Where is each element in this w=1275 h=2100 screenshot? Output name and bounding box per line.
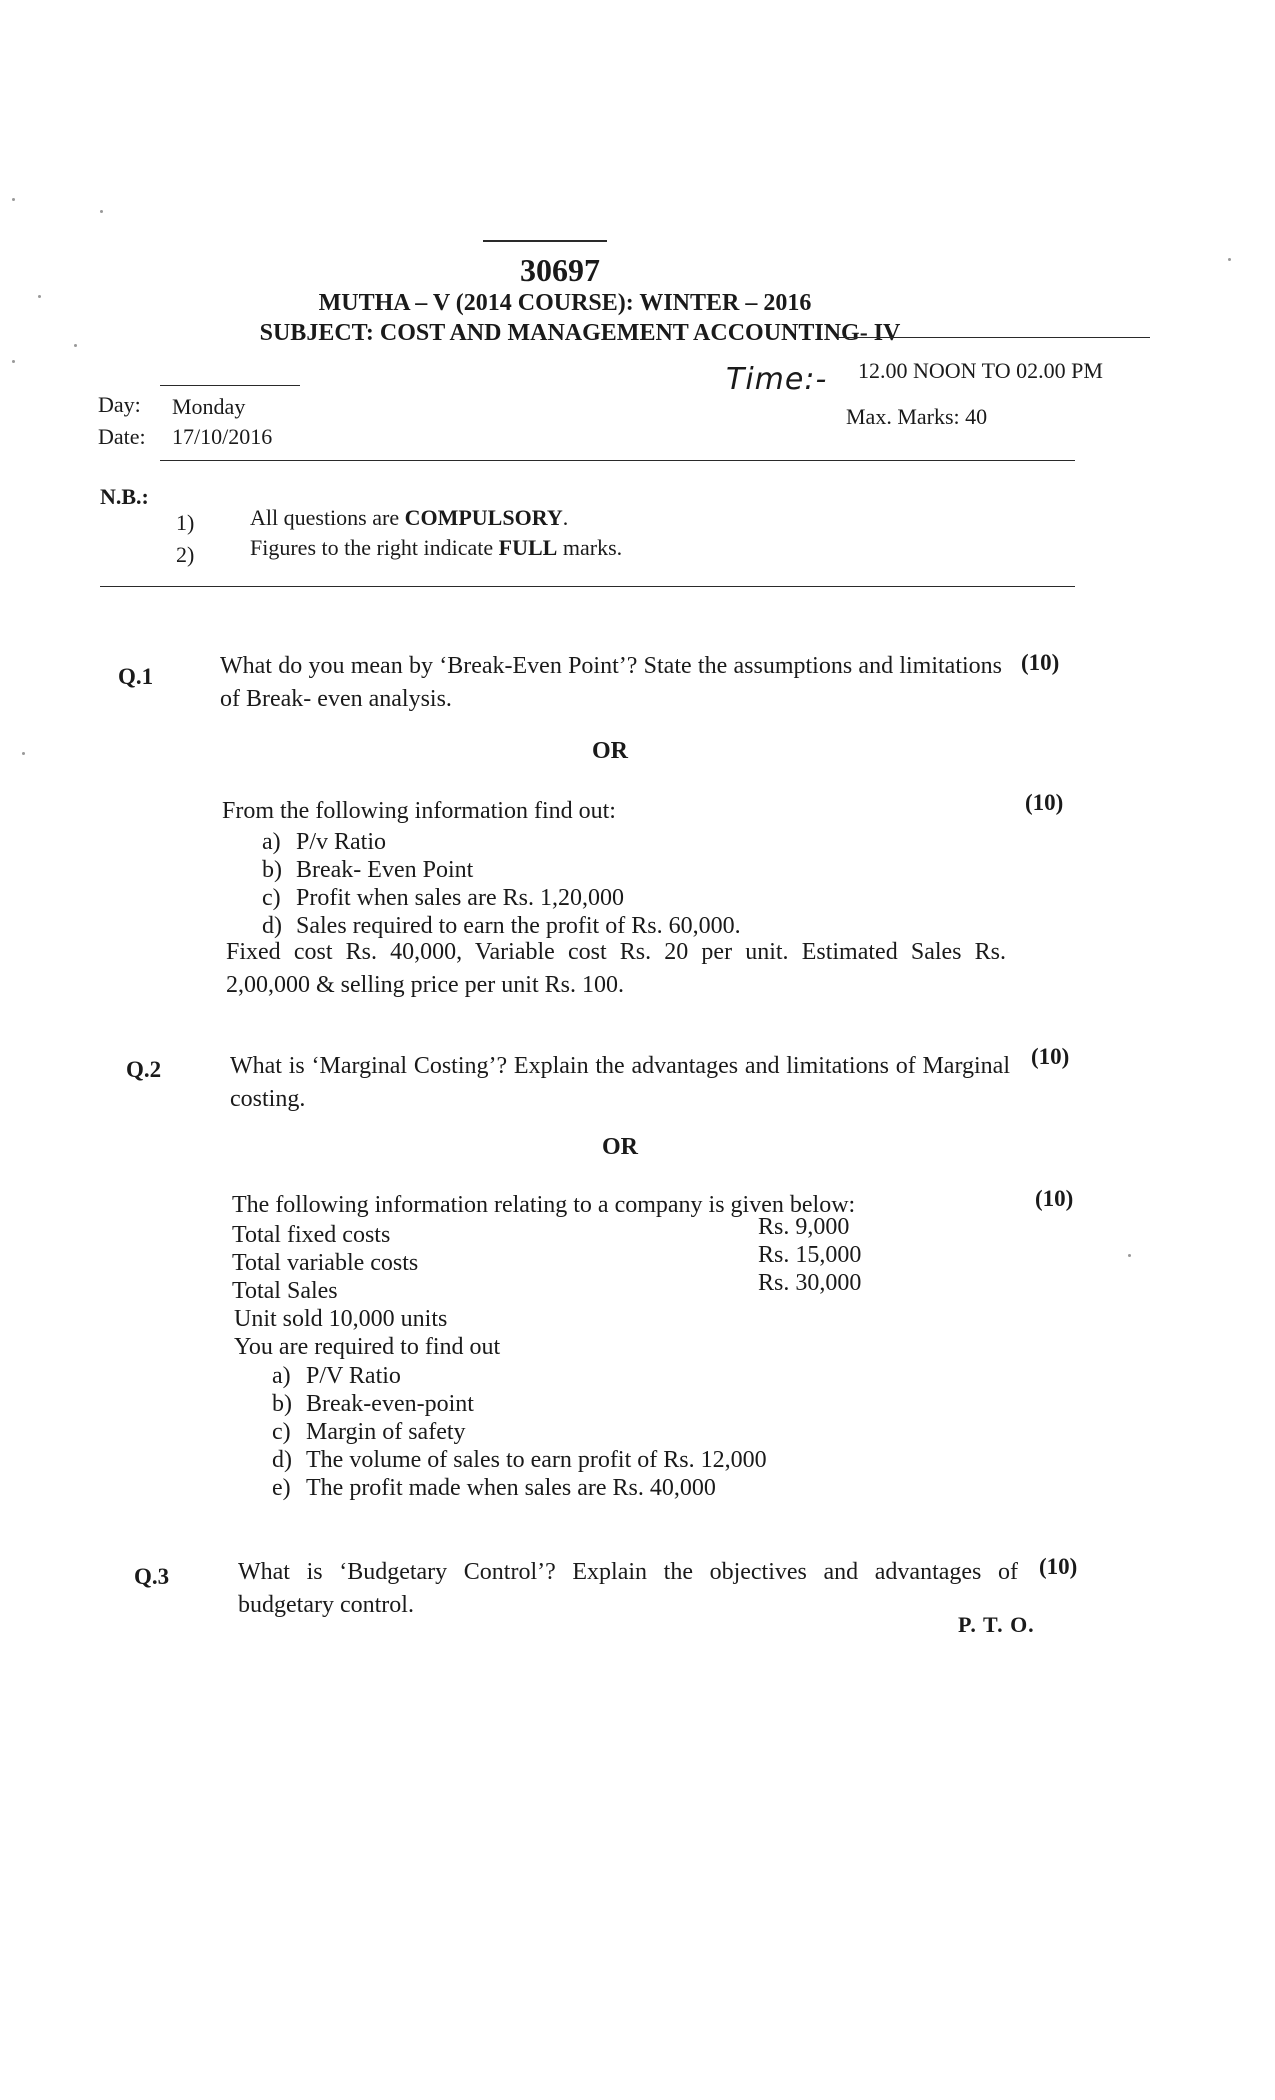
q1-alt-intro: From the following information find out: xyxy=(222,798,616,824)
day-value: Monday xyxy=(172,394,246,419)
course-line: MUTHA – V (2014 COURSE): WINTER – 2016 xyxy=(318,290,812,316)
date-label: Date: xyxy=(98,424,146,449)
q1-marks: (10) xyxy=(1021,650,1060,675)
date-value: 17/10/2016 xyxy=(172,424,273,449)
meta-rule xyxy=(160,460,1075,461)
nb-rule xyxy=(100,586,1075,587)
scan-speck xyxy=(74,344,77,347)
q2-or: OR xyxy=(602,1134,638,1160)
q1-or: OR xyxy=(592,738,628,764)
nb-num-1: 1) xyxy=(176,510,195,535)
q2-alt-marks: (10) xyxy=(1035,1186,1074,1211)
scan-speck xyxy=(1228,258,1231,261)
q2-required: You are required to find out xyxy=(234,1334,501,1360)
q1-alt-list xyxy=(262,828,741,940)
list-item: b) Break-even-point xyxy=(272,1391,474,1417)
scan-speck xyxy=(100,210,103,213)
list-item: d) Sales required to earn the profit of Rs. 60,000. xyxy=(262,913,741,939)
q2-alt-list xyxy=(272,1362,767,1502)
q3-number: Q.3 xyxy=(134,1564,170,1589)
q1-alt-footer: Fixed cost Rs. 40,000, Variable cost Rs. 20 per unit. Estimated Sales Rs. 2,00,000 & selling price per unit Rs. 100. xyxy=(226,939,1006,998)
scan-speck xyxy=(38,295,41,298)
day-label: Day: xyxy=(98,392,141,417)
list-item: a) P/V Ratio xyxy=(272,1363,401,1389)
list-item: d) The volume of sales to earn profit of Rs. 12,000 xyxy=(272,1447,767,1473)
nb-label: N.B.: xyxy=(100,484,149,509)
paper-code: 30697 xyxy=(520,252,600,288)
scan-speck xyxy=(12,360,15,363)
q2-row-value-1: Rs. 9,000 xyxy=(758,1214,850,1240)
nb-num-2: 2) xyxy=(176,542,195,567)
day-rule xyxy=(160,385,300,386)
q2-row-label-1: Total fixed costs xyxy=(232,1222,391,1248)
q2-row-value-3: Rs. 30,000 xyxy=(758,1270,862,1296)
q2-text: What is ‘Marginal Costing’? Explain the advantages and limitations of Marginal costing. xyxy=(230,1053,1010,1112)
q2-alt-intro: The following information relating to a company is given below: xyxy=(232,1192,856,1218)
nb-item-2: Figures to the right indicate FULL marks. xyxy=(250,535,623,560)
code-rule xyxy=(483,240,607,242)
q2-number: Q.2 xyxy=(126,1057,162,1082)
q1-text: What do you mean by ‘Break-Even Point’? State the assumptions and limitations of Break- even analysis. xyxy=(220,653,1002,712)
q2-row-label-2: Total variable costs xyxy=(232,1250,419,1276)
scan-speck xyxy=(1128,1254,1131,1257)
q1-number: Q.1 xyxy=(118,664,154,689)
time-handwritten: Time:- xyxy=(726,362,828,397)
q3-marks: (10) xyxy=(1039,1554,1078,1579)
scan-speck xyxy=(12,198,15,201)
list-item: c) Profit when sales are Rs. 1,20,000 xyxy=(262,885,624,911)
list-item: e) The profit made when sales are Rs. 40,000 xyxy=(272,1475,716,1501)
q2-row-value-2: Rs. 15,000 xyxy=(758,1242,862,1268)
pto-label: P. T. O. xyxy=(958,1612,1035,1637)
subject-line: SUBJECT: COST AND MANAGEMENT ACCOUNTING- IV xyxy=(259,320,901,346)
q2-row-label-3: Total Sales xyxy=(232,1278,338,1304)
scan-speck xyxy=(22,752,25,755)
list-item: a) P/v Ratio xyxy=(262,829,387,855)
nb-item-1: All questions are COMPULSORY. xyxy=(250,505,569,530)
subject-rule xyxy=(838,337,1150,338)
time-value: 12.00 NOON TO 02.00 PM xyxy=(858,358,1103,383)
list-item: b) Break- Even Point xyxy=(262,857,474,883)
q2-units-sold: Unit sold 10,000 units xyxy=(234,1306,448,1332)
list-item: c) Margin of safety xyxy=(272,1419,466,1445)
q2-marks: (10) xyxy=(1031,1044,1070,1069)
q1-alt-marks: (10) xyxy=(1025,790,1064,815)
max-marks: Max. Marks: 40 xyxy=(846,404,988,429)
q3-text: What is ‘Budgetary Control’? Explain the objectives and advantages of budgetary control. xyxy=(238,1559,1018,1618)
